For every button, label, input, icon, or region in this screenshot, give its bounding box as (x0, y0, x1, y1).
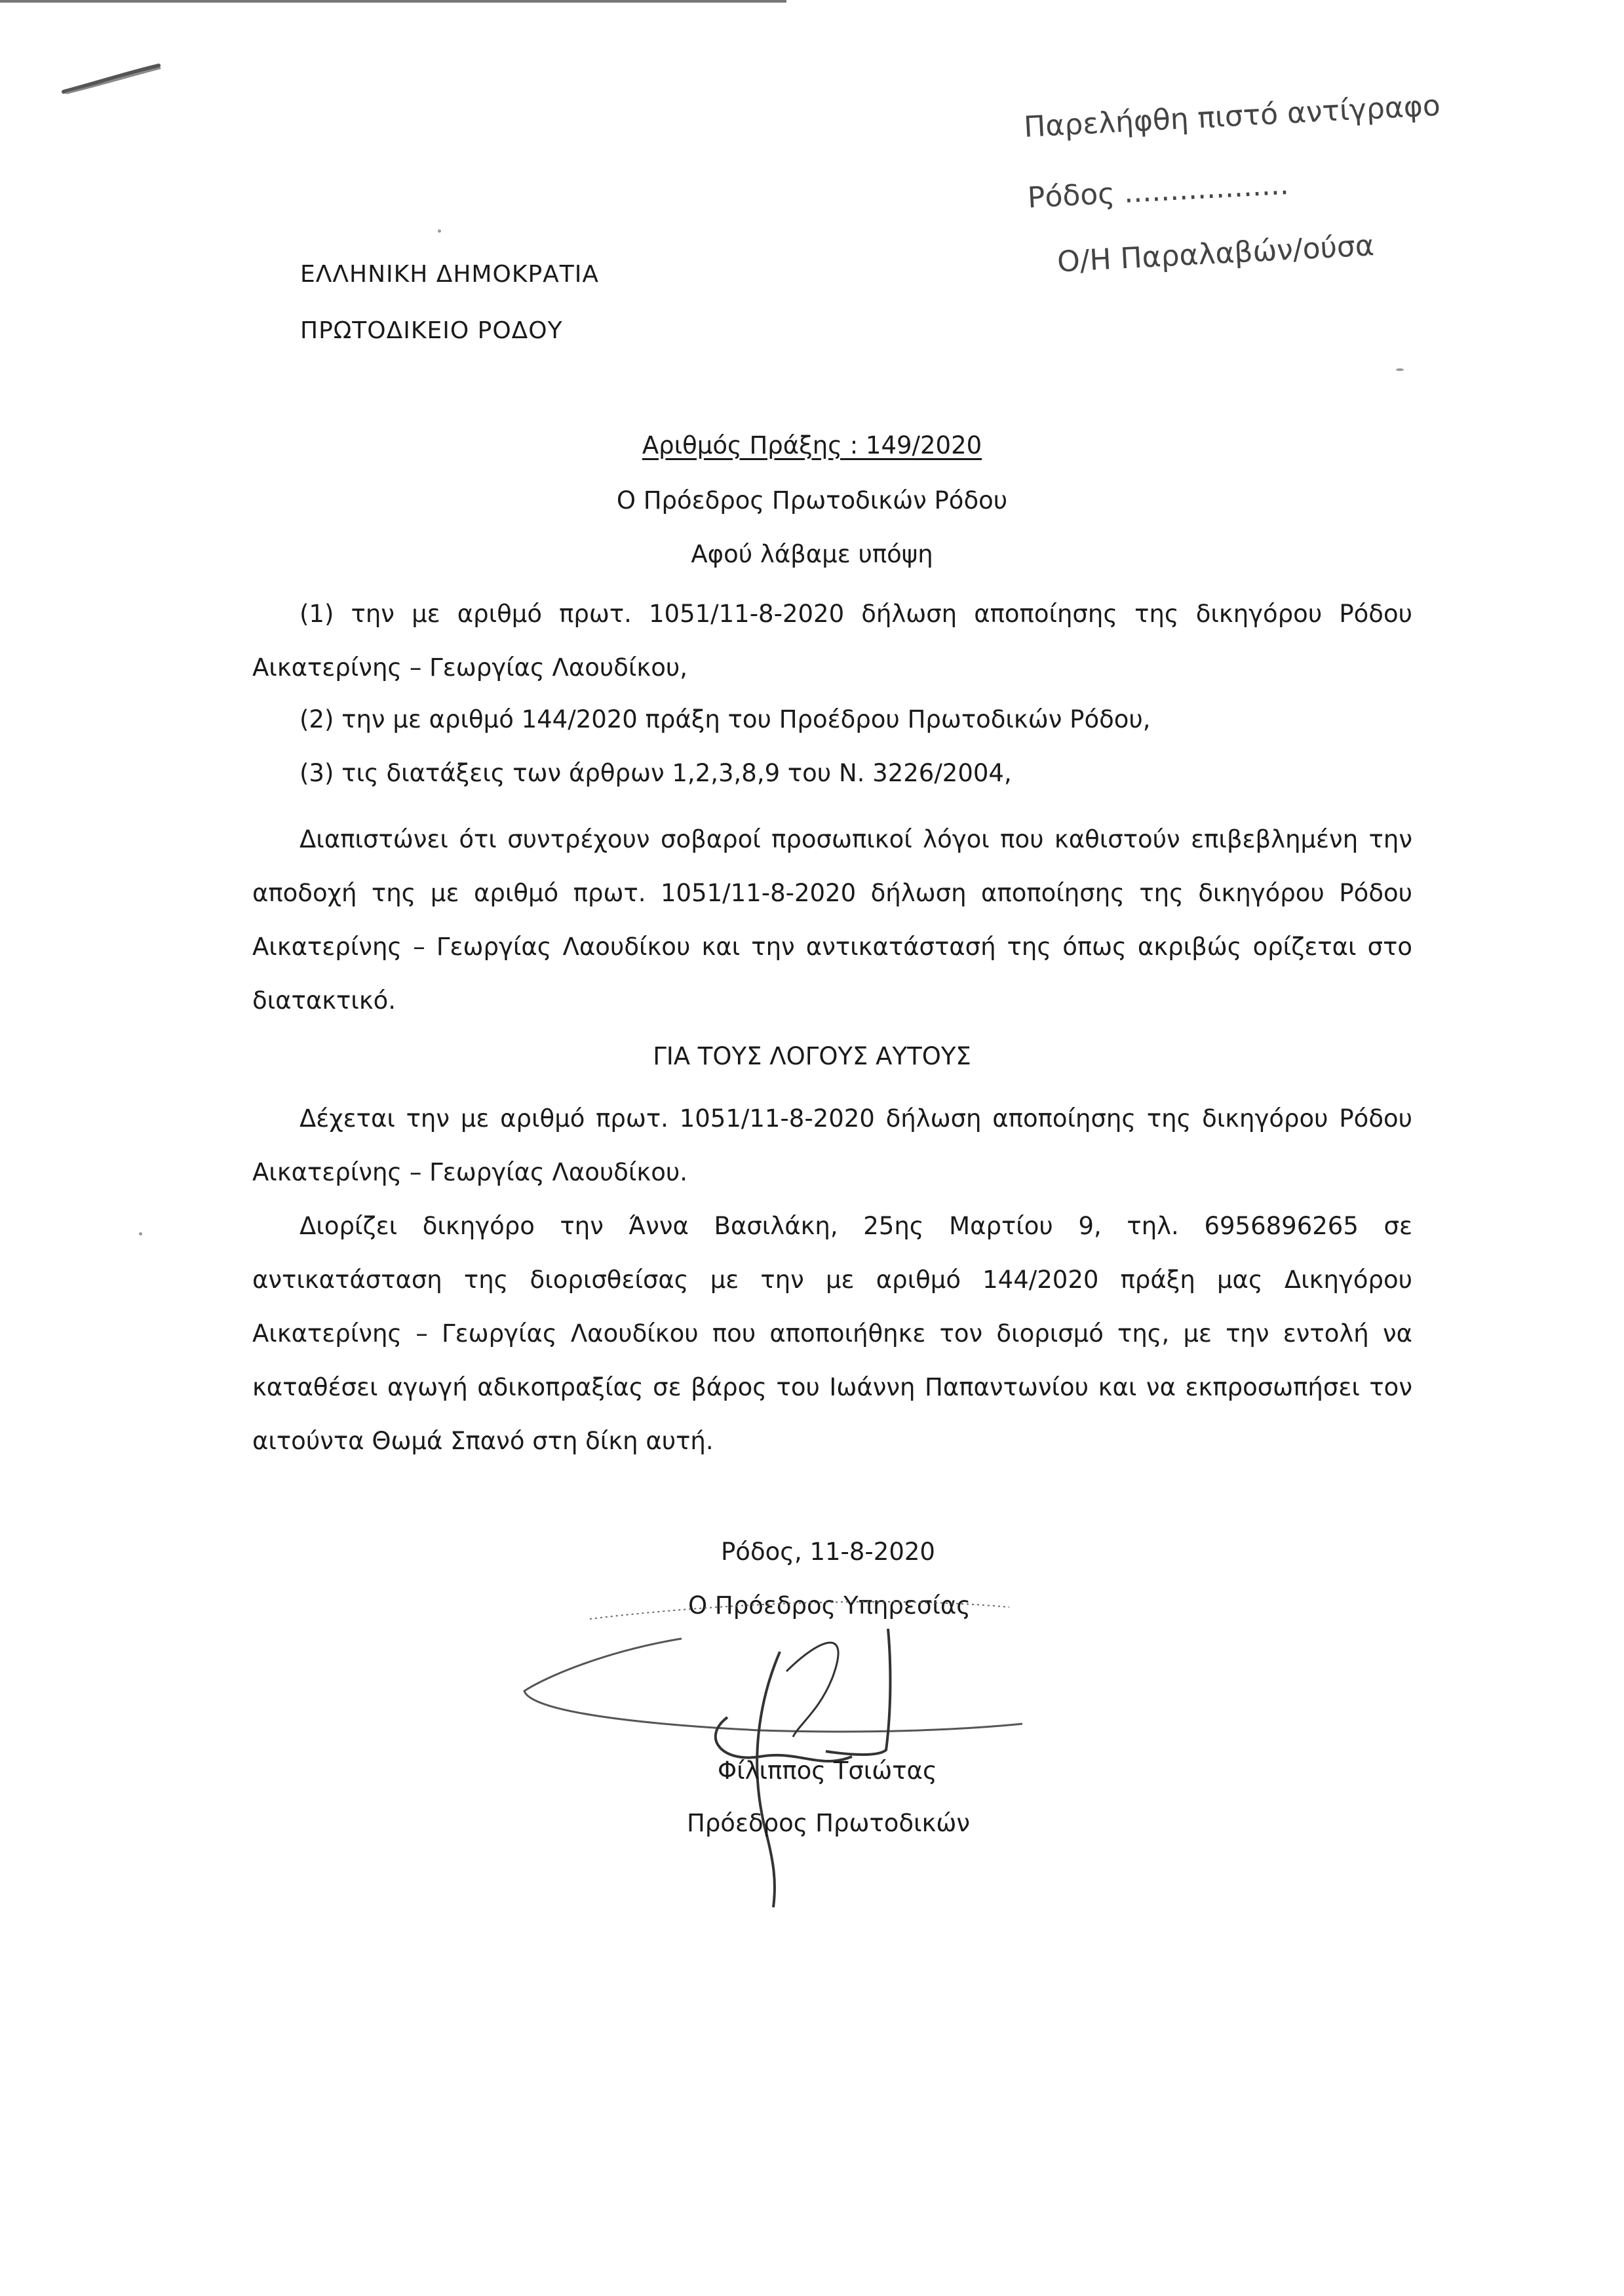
appoints-paragraph: Διορίζει δικηγόρο την Άννα Βασιλάκη, 25ης Μαρτίου 9, τηλ. 6956896265 σε αντικατάσταση της διορισθείσας με την με αριθμό 144/2020 πράξη μας Δικηγόρου Αικατερίνης – Γεωργίας Λαουδίκου που αποποιήθηκε τον διορισμό της, με την εντολή να καταθέσει αγωγή αδικοπραξίας σε βάρος του Ιωάννη Παπαντωνίου και να εκπροσωπήσει τον αιτούντα Θωμά Σπανό στη δίκη αυτή. (252, 1212, 1412, 1455)
considering-heading: Αφού λάβαμε υπόψη (691, 540, 933, 568)
finding-paragraph: Διαπιστώνει ότι συντρέχουν σοβαροί προσωπικοί λόγοι που καθιστούν επιβεβλημένη την αποδοχή της με αριθμό πρωτ. 1051/11-8-2020 δήλωση αποποίησης της δικηγόρου Ρόδου Αικατερίνης – Γεωργίας Λαουδίκου και την αντικατάστασή της όπως ακριβώς ορίζεται στο διατακτικό. (252, 825, 1412, 1015)
scan-speck (139, 1232, 142, 1236)
item-3-line: (3) τις διατάξεις των άρθρων 1,2,3,8,9 του Ν. 3226/2004, (300, 759, 1012, 787)
reasons-heading: ΓΙΑ ΤΟΥΣ ΛΟΓΟΥΣ ΑΥΤΟΥΣ (653, 1042, 971, 1070)
stamp-line-recipient: Ο/Η Παραλαβών/ούσα (1056, 229, 1376, 279)
scan-speck (438, 229, 441, 233)
stamp-line-received: Παρελήφθη πιστό αντίγραφο (1023, 88, 1441, 144)
scan-speck (1396, 368, 1404, 371)
item-2-line: (2) την με αριθμό 144/2020 πράξη του Προέδρου Πρωτοδικών Ρόδου, (300, 705, 1151, 733)
header-republic: ΕΛΛΗΝΙΚΗ ΔΗΜΟΚΡΑΤΙΑ (300, 261, 600, 288)
pen-mark (60, 60, 165, 100)
accepts-paragraph: Δέχεται την με αριθμό πρωτ. 1051/11-8-2020 δήλωση αποποίησης της δικηγόρου Ρόδου Αικατερίνης – Γεωργίας Λαουδίκου. (252, 1104, 1412, 1186)
header-court: ΠΡΩΤΟΔΙΚΕΙΟ ΡΟΔΟΥ (300, 317, 563, 344)
act-issuer: Ο Πρόεδρος Πρωτοδικών Ρόδου (616, 486, 1008, 515)
signer-name: Φίλιππος Τσιώτας (718, 1757, 937, 1785)
stamp-line-place: Ρόδος .................. (1026, 167, 1290, 215)
received-copy-stamp (1009, 74, 1478, 294)
item-1-paragraph: (1) την με αριθμό πρωτ. 1051/11-8-2020 δήλωση αποποίησης της δικηγόρου Ρόδου Αικατερίνης – Γεωργίας Λαουδίκου, (252, 600, 1412, 682)
signer-role: Ο Πρόεδρος Υπηρεσίας (688, 1591, 971, 1620)
signer-title: Πρόεδρος Πρωτοδικών (687, 1809, 971, 1837)
place-and-date: Ρόδος, 11-8-2020 (721, 1538, 935, 1566)
scan-edge-line (0, 0, 786, 3)
act-number-title: Αριθμός Πράξης : 149/2020 (642, 431, 982, 459)
